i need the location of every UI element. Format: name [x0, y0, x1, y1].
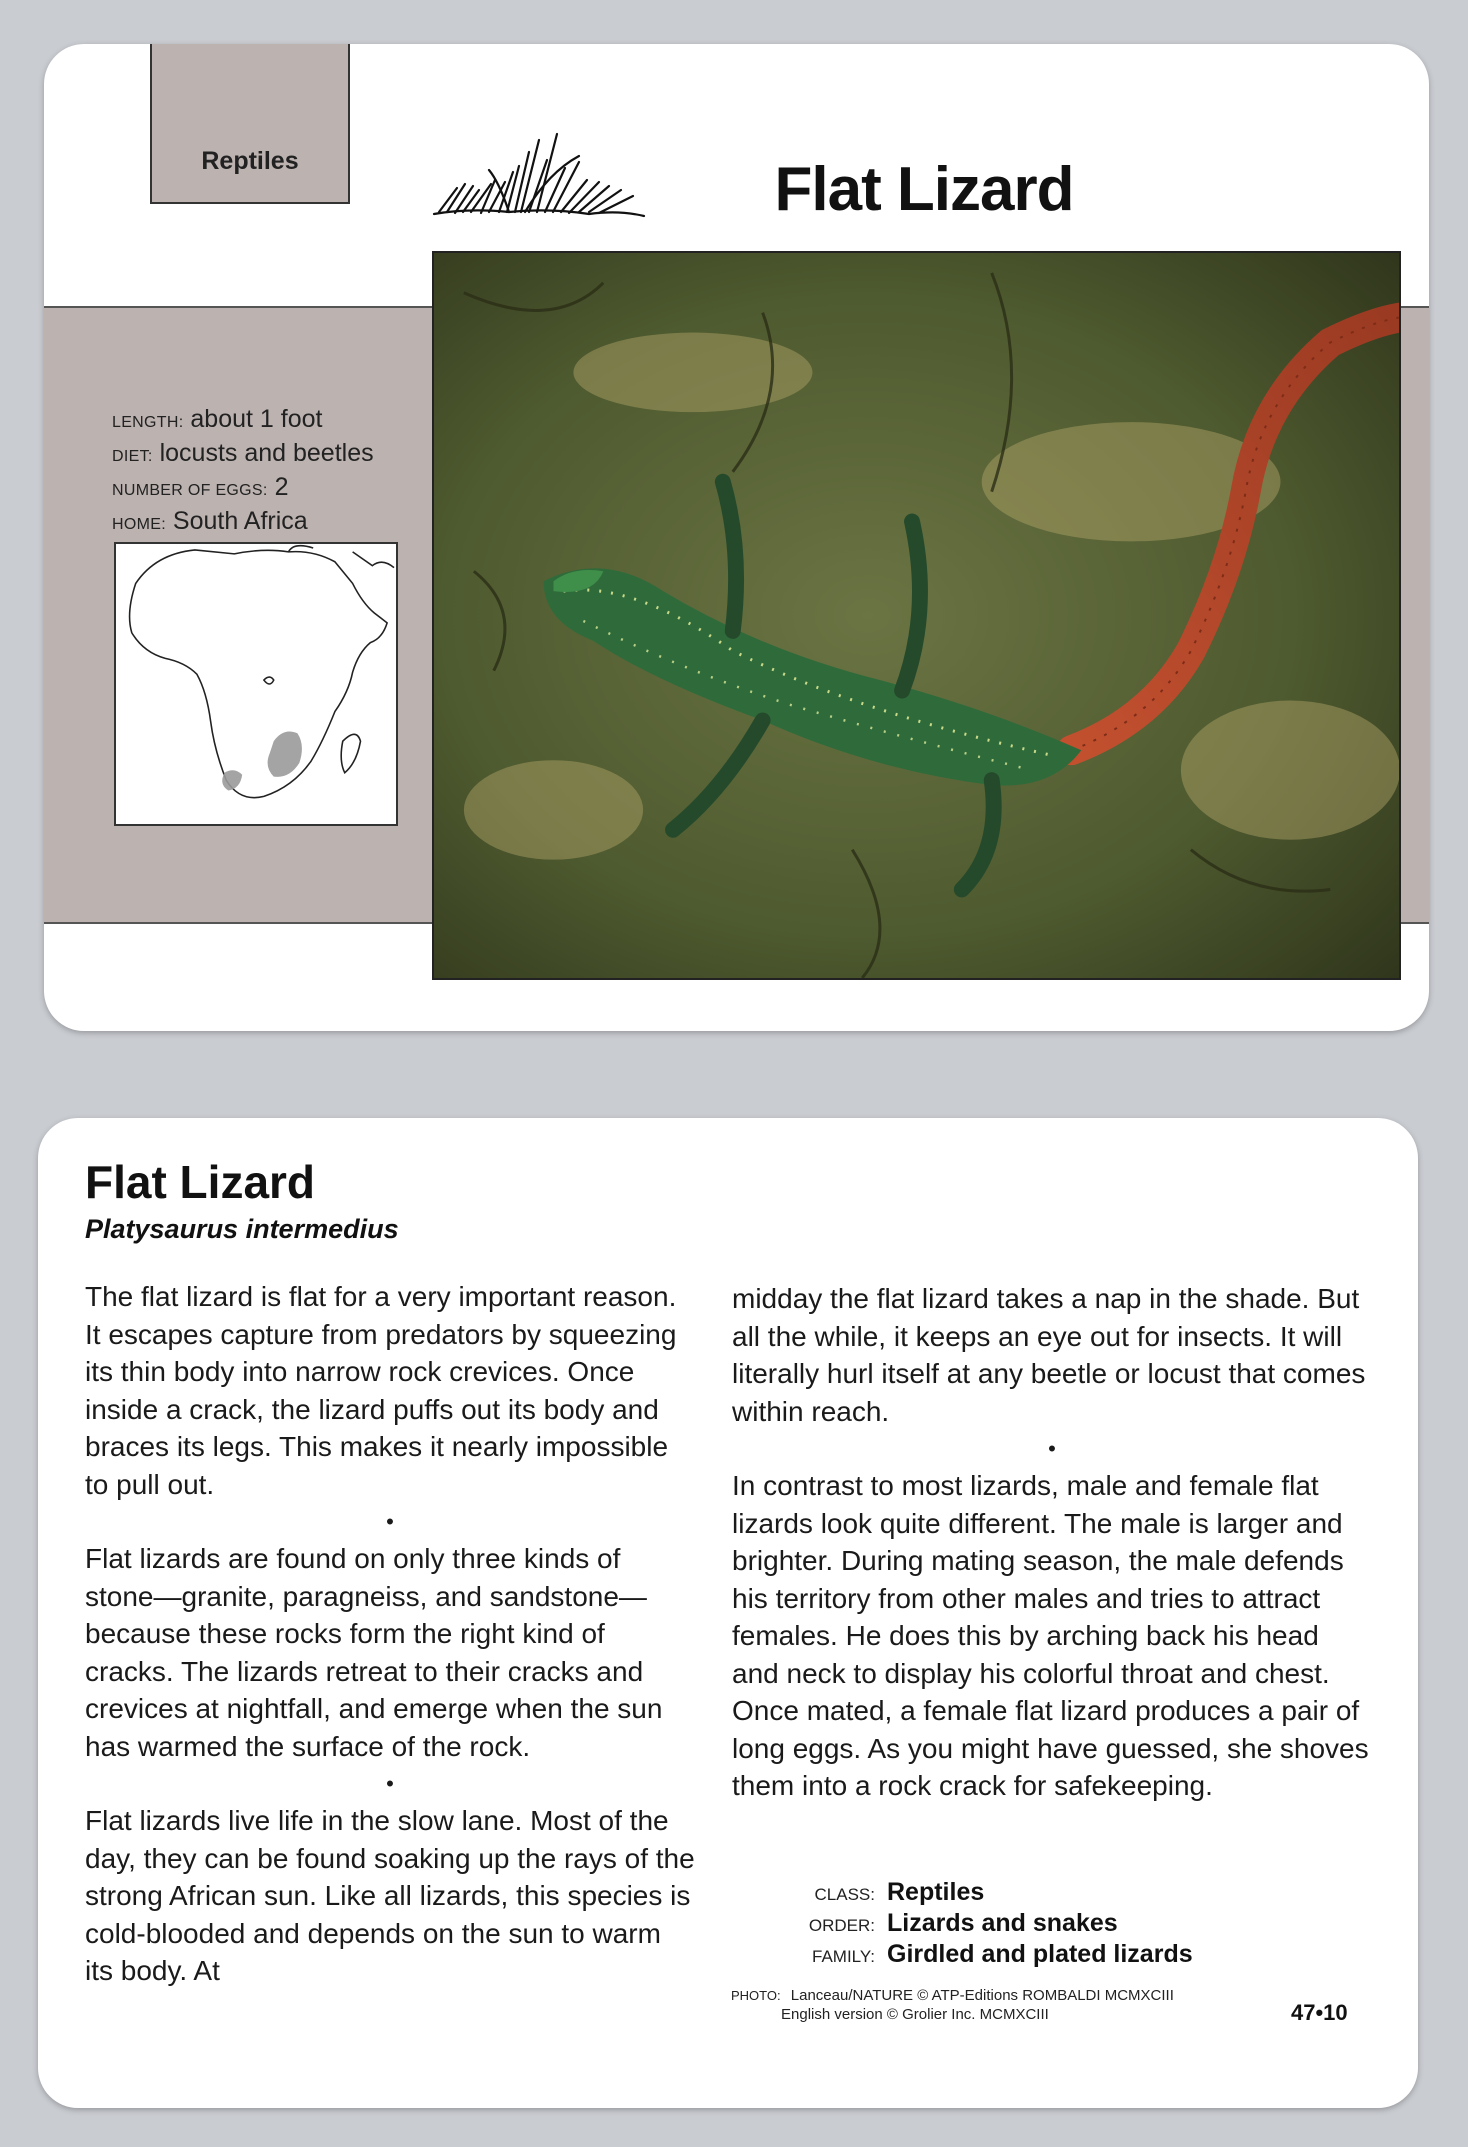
bullet-separator: • — [1048, 1436, 1056, 1461]
front-title: Flat Lizard — [774, 155, 1074, 224]
paragraph: Flat lizards are found on only three kinds of stone—granite, paragneiss, and sandstone—because these rocks form the right kind of cracks. The lizards retreat to their cracks and crevices at nightfall, and emerge when the sun has warmed the surface of the rock. — [85, 1543, 663, 1762]
card-number: 47•10 — [1291, 2000, 1348, 2025]
family-value: Girdled and plated lizards — [887, 1940, 1193, 1968]
class-row — [803, 1878, 1193, 1909]
photo-credits — [731, 1986, 1174, 2024]
fact-length — [112, 404, 374, 438]
front-card — [44, 44, 1429, 1031]
fact-value: South Africa — [172, 507, 308, 535]
order-row — [803, 1909, 1193, 1940]
lizard-photo — [432, 251, 1401, 980]
grass-icon — [429, 122, 649, 237]
africa-range-map — [114, 542, 398, 826]
fact-label: HOME: — [112, 516, 166, 533]
photo-label: PHOTO: — [731, 1988, 781, 2003]
classification — [803, 1878, 1193, 1971]
credit-line-2: English version © Grolier Inc. MCMXCIII — [781, 2006, 1049, 2023]
family-row — [803, 1940, 1193, 1971]
paragraph: The flat lizard is flat for a very important reason. It escapes capture from predators by squeezing its thin body into narrow rock crevices. Once inside a crack, the lizard puffs out its body and braces its legs. This makes it nearly impossible to pull out. — [85, 1281, 677, 1500]
paragraph: Flat lizards live life in the slow lane. Most of the day, they can be found soaking up the rays of the strong African sun. Like all lizards, this species is cold-blooded and depends on the sun to warm its body. At — [85, 1805, 695, 1986]
facts-list — [112, 404, 374, 540]
fact-value: about 1 foot — [190, 405, 323, 433]
category-label: Reptiles — [201, 147, 299, 175]
fact-diet — [112, 438, 374, 472]
fact-eggs — [112, 472, 374, 506]
scientific-name: Platysaurus intermedius — [85, 1214, 399, 1244]
back-title: Flat Lizard — [85, 1156, 316, 1208]
fact-label: DIET: — [112, 448, 153, 465]
paragraph: midday the flat lizard takes a nap in the shade. But all the while, it keeps an eye out for insects. It will literally hurl itself at any beetle or locust that comes within reach. — [732, 1283, 1366, 1427]
text-column-left — [85, 1278, 695, 1990]
credit-line-1 — [731, 1986, 1174, 2005]
text-column-right — [732, 1280, 1372, 1805]
fact-value: 2 — [274, 473, 289, 501]
order-value: Lizards and snakes — [887, 1909, 1118, 1937]
fact-label: LENGTH: — [112, 414, 184, 431]
family-label: FAMILY: — [812, 1947, 875, 1966]
class-label: CLASS: — [814, 1885, 875, 1904]
credit-text: Lanceau/NATURE © ATP-Editions ROMBALDI MCMXCIII — [790, 1987, 1174, 2004]
order-label: ORDER: — [808, 1916, 875, 1935]
fact-label: NUMBER OF EGGS: — [112, 482, 268, 499]
bullet-separator: • — [386, 1509, 394, 1534]
bullet-separator: • — [386, 1771, 394, 1796]
fact-home — [112, 506, 374, 540]
class-value: Reptiles — [887, 1878, 985, 1906]
paragraph: In contrast to most lizards, male and female flat lizards look quite different. The male is larger and brighter. During mating season, the male defends his territory from other males and tries to attract females. He does this by arching back his head and neck to display his colorful throat and chest. Once mated, a female flat lizard produces a pair of long eggs. As you might have guessed, she shoves them into a rock crack for safekeeping. — [732, 1470, 1369, 1801]
category-box — [150, 44, 350, 204]
fact-value: locusts and beetles — [159, 439, 374, 467]
back-card — [38, 1118, 1418, 2108]
